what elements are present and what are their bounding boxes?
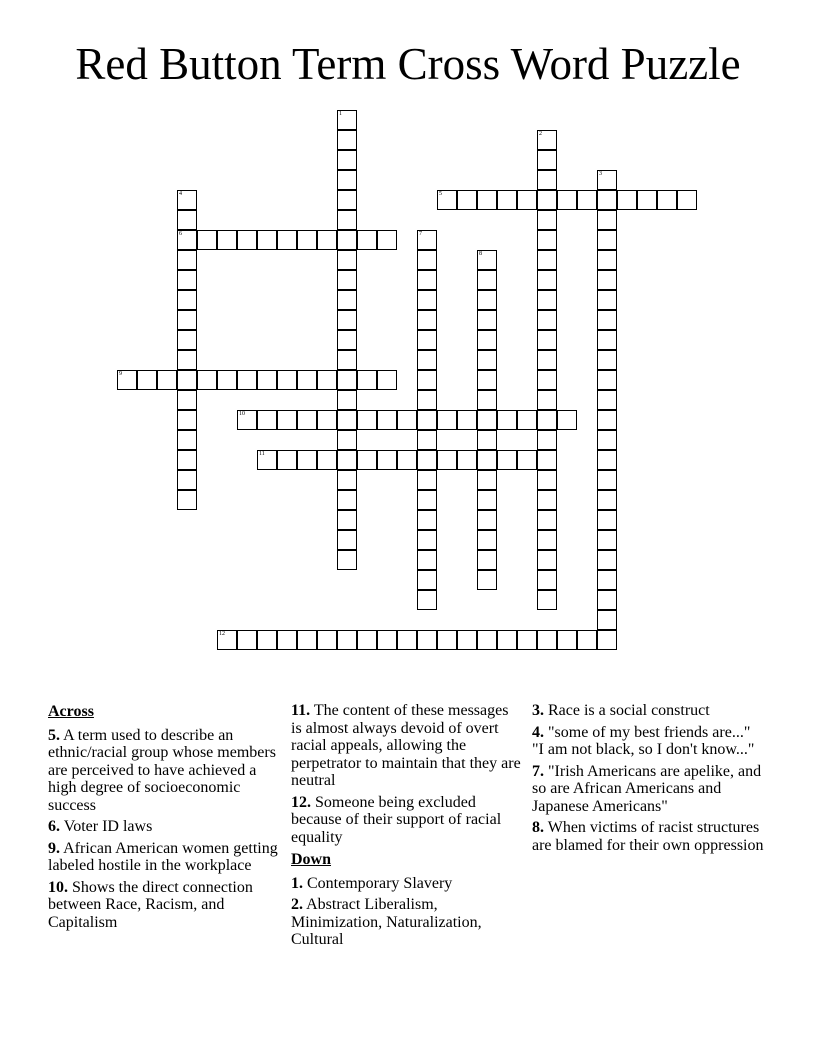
- grid-cell[interactable]: [417, 450, 437, 470]
- grid-cell[interactable]: [417, 250, 437, 270]
- clue-number: 5.: [48, 726, 60, 744]
- clues-column-3: [532, 702, 764, 858]
- cell-number: 5: [439, 191, 442, 197]
- grid-cell[interactable]: [377, 370, 397, 390]
- grid-cell[interactable]: [377, 410, 397, 430]
- grid-cell[interactable]: [597, 350, 617, 370]
- grid-cell[interactable]: [257, 630, 277, 650]
- grid-cell[interactable]: [337, 510, 357, 530]
- clues-column-2: [291, 702, 523, 953]
- grid-cell[interactable]: [277, 370, 297, 390]
- clue-text: Contemporary Slavery: [307, 874, 453, 892]
- clue-text: The content of these messages is almost always devoid of overt racial appeals, allowing the perpetrator to maintain that they are neutral: [291, 702, 521, 789]
- grid-cell[interactable]: [477, 370, 497, 390]
- grid-cell[interactable]: [537, 450, 557, 470]
- grid-cell[interactable]: [297, 230, 317, 250]
- grid-cell[interactable]: [357, 410, 377, 430]
- grid-cell[interactable]: [597, 630, 617, 650]
- across-clue-12: [291, 794, 523, 847]
- grid-cell[interactable]: [357, 630, 377, 650]
- across-clue-9: [48, 840, 280, 875]
- clue-text: Voter ID laws: [63, 818, 153, 835]
- grid-cell[interactable]: [337, 550, 357, 570]
- grid-cell[interactable]: [557, 410, 577, 430]
- grid-cell[interactable]: [457, 630, 477, 650]
- grid-cell[interactable]: [537, 190, 557, 210]
- grid-cell[interactable]: [537, 170, 557, 190]
- grid-cell[interactable]: [457, 190, 477, 210]
- grid-cell[interactable]: [257, 230, 277, 250]
- grid-cell[interactable]: [597, 450, 617, 470]
- cell-number: 7: [419, 231, 422, 237]
- grid-cell[interactable]: [597, 330, 617, 350]
- clue-text: When victims of racist structures are blamed for their own oppression: [532, 819, 764, 854]
- grid-cell[interactable]: [597, 390, 617, 410]
- grid-cell[interactable]: [377, 450, 397, 470]
- clue-text: "some of my best friends are..." "I am not black, so I don't know...": [532, 723, 755, 758]
- grid-cell[interactable]: [417, 550, 437, 570]
- down-clue-8: [532, 819, 764, 854]
- grid-cell[interactable]: [177, 490, 197, 510]
- grid-cell[interactable]: [597, 490, 617, 510]
- grid-cell[interactable]: [177, 290, 197, 310]
- grid-cell[interactable]: [417, 630, 437, 650]
- grid-cell[interactable]: [537, 310, 557, 330]
- grid-cell[interactable]: [417, 290, 437, 310]
- grid-cell[interactable]: [537, 370, 557, 390]
- cell-number: 2: [539, 131, 542, 137]
- grid-cell[interactable]: [317, 370, 337, 390]
- grid-cell[interactable]: [577, 630, 597, 650]
- grid-cell[interactable]: [657, 190, 677, 210]
- grid-cell[interactable]: [237, 630, 257, 650]
- grid-cell[interactable]: [537, 550, 557, 570]
- grid-cell[interactable]: [497, 450, 517, 470]
- grid-cell[interactable]: [537, 290, 557, 310]
- grid-cell[interactable]: [357, 450, 377, 470]
- grid-cell[interactable]: [177, 210, 197, 230]
- cell-number: 8: [479, 251, 482, 257]
- down-clue-2: [291, 896, 523, 949]
- across-clue-11: [291, 702, 523, 790]
- grid-cell[interactable]: [237, 230, 257, 250]
- clue-number: 11.: [291, 702, 311, 719]
- across-clue-10: [48, 879, 280, 932]
- grid-cell[interactable]: [597, 510, 617, 530]
- grid-cell[interactable]: [477, 570, 497, 590]
- grid-cell[interactable]: [237, 410, 257, 430]
- grid-cell[interactable]: [477, 630, 497, 650]
- grid-cell[interactable]: [477, 330, 497, 350]
- grid-cell[interactable]: [177, 470, 197, 490]
- grid-cell[interactable]: [417, 430, 437, 450]
- grid-cell[interactable]: [377, 230, 397, 250]
- grid-cell[interactable]: [497, 410, 517, 430]
- grid-cell[interactable]: [417, 590, 437, 610]
- grid-cell[interactable]: [477, 310, 497, 330]
- clue-number: 3.: [532, 702, 544, 719]
- grid-cell[interactable]: [417, 310, 437, 330]
- grid-cell[interactable]: [177, 370, 197, 390]
- grid-cell[interactable]: [597, 270, 617, 290]
- grid-cell[interactable]: [217, 630, 237, 650]
- grid-cell[interactable]: [477, 250, 497, 270]
- grid-cell[interactable]: [337, 410, 357, 430]
- grid-cell[interactable]: [337, 210, 357, 230]
- clue-number: 6.: [48, 818, 60, 835]
- grid-cell[interactable]: [597, 590, 617, 610]
- grid-cell[interactable]: [417, 490, 437, 510]
- grid-cell[interactable]: [537, 130, 557, 150]
- grid-cell[interactable]: [177, 390, 197, 410]
- grid-cell[interactable]: [337, 310, 357, 330]
- grid-cell[interactable]: [597, 530, 617, 550]
- grid-cell[interactable]: [377, 630, 397, 650]
- grid-cell[interactable]: [597, 250, 617, 270]
- grid-cell[interactable]: [437, 450, 457, 470]
- grid-cell[interactable]: [317, 630, 337, 650]
- grid-cell[interactable]: [337, 250, 357, 270]
- grid-cell[interactable]: [337, 450, 357, 470]
- grid-cell[interactable]: [517, 630, 537, 650]
- grid-cell[interactable]: [477, 430, 497, 450]
- grid-cell[interactable]: [477, 410, 497, 430]
- down-clue-3: [532, 702, 764, 720]
- grid-cell[interactable]: [517, 450, 537, 470]
- grid-cell[interactable]: [177, 450, 197, 470]
- clue-text: Someone being excluded because of their support of racial equality: [291, 793, 502, 846]
- grid-cell[interactable]: [477, 470, 497, 490]
- page-title: Red Button Term Cross Word Puzzle: [75, 39, 741, 89]
- grid-cell[interactable]: [597, 310, 617, 330]
- grid-cell[interactable]: [297, 410, 317, 430]
- grid-cell[interactable]: [437, 190, 457, 210]
- cell-number: 9: [119, 371, 122, 377]
- grid-cell[interactable]: [337, 110, 357, 130]
- grid-cell[interactable]: [337, 490, 357, 510]
- clue-number: 1.: [291, 874, 303, 892]
- grid-cell[interactable]: [417, 390, 437, 410]
- cell-number: 4: [179, 191, 182, 197]
- grid-cell[interactable]: [597, 370, 617, 390]
- grid-cell[interactable]: [417, 410, 437, 430]
- grid-cell[interactable]: [457, 450, 477, 470]
- grid-cell[interactable]: [637, 190, 657, 210]
- grid-cell[interactable]: [337, 130, 357, 150]
- grid-cell[interactable]: [417, 470, 437, 490]
- grid-cell[interactable]: [397, 630, 417, 650]
- grid-cell[interactable]: [477, 450, 497, 470]
- grid-cell[interactable]: [197, 230, 217, 250]
- grid-cell[interactable]: [477, 190, 497, 210]
- grid-cell[interactable]: [337, 350, 357, 370]
- grid-cell[interactable]: [417, 510, 437, 530]
- grid-cell[interactable]: [457, 410, 477, 430]
- cell-number: 3: [599, 171, 602, 177]
- grid-cell[interactable]: [597, 290, 617, 310]
- across-clue-6: [48, 818, 280, 836]
- clue-number: 12.: [291, 793, 311, 811]
- grid-cell[interactable]: [477, 490, 497, 510]
- grid-cell[interactable]: [557, 190, 577, 210]
- grid-cell[interactable]: [437, 410, 457, 430]
- grid-cell[interactable]: [537, 630, 557, 650]
- grid-cell[interactable]: [577, 190, 597, 210]
- grid-cell[interactable]: [537, 470, 557, 490]
- grid-cell[interactable]: [337, 470, 357, 490]
- grid-cell[interactable]: [177, 230, 197, 250]
- down-clue-1: [291, 875, 523, 893]
- grid-cell[interactable]: [417, 230, 437, 250]
- grid-cell[interactable]: [337, 630, 357, 650]
- grid-cell[interactable]: [417, 530, 437, 550]
- clue-number: 7.: [532, 762, 544, 780]
- grid-cell[interactable]: [537, 390, 557, 410]
- grid-cell[interactable]: [597, 190, 617, 210]
- grid-cell[interactable]: [477, 290, 497, 310]
- clue-number: 8.: [532, 819, 544, 836]
- across-heading: Across: [48, 703, 94, 720]
- down-clue-4: [532, 724, 764, 759]
- grid-cell[interactable]: [537, 490, 557, 510]
- clue-text: A term used to describe an ethnic/racial group whose members are perceived to have achieved a high degree of socioeconomic success: [48, 726, 276, 814]
- grid-cell[interactable]: [537, 570, 557, 590]
- grid-cell[interactable]: [417, 570, 437, 590]
- grid-cell[interactable]: [197, 370, 217, 390]
- grid-cell[interactable]: [537, 250, 557, 270]
- grid-cell[interactable]: [157, 370, 177, 390]
- clue-number: 9.: [48, 839, 60, 857]
- grid-cell[interactable]: [177, 330, 197, 350]
- grid-cell[interactable]: [337, 270, 357, 290]
- grid-cell[interactable]: [537, 430, 557, 450]
- grid-cell[interactable]: [297, 370, 317, 390]
- grid-cell[interactable]: [477, 550, 497, 570]
- grid-cell[interactable]: [337, 150, 357, 170]
- grid-cell[interactable]: [257, 370, 277, 390]
- grid-cell[interactable]: [617, 190, 637, 210]
- grid-cell[interactable]: [537, 590, 557, 610]
- grid-cell[interactable]: [337, 230, 357, 250]
- grid-cell[interactable]: [277, 410, 297, 430]
- grid-cell[interactable]: [337, 190, 357, 210]
- grid-cell[interactable]: [537, 230, 557, 250]
- grid-cell[interactable]: [537, 350, 557, 370]
- grid-cell[interactable]: [337, 290, 357, 310]
- grid-cell[interactable]: [237, 370, 257, 390]
- grid-cell[interactable]: [677, 190, 697, 210]
- grid-cell[interactable]: [357, 230, 377, 250]
- grid-cell[interactable]: [297, 630, 317, 650]
- grid-cell[interactable]: [177, 350, 197, 370]
- cell-number: 1: [339, 111, 342, 117]
- grid-cell[interactable]: [417, 370, 437, 390]
- grid-cell[interactable]: [117, 370, 137, 390]
- grid-cell[interactable]: [517, 190, 537, 210]
- grid-cell[interactable]: [317, 410, 337, 430]
- grid-cell[interactable]: [537, 210, 557, 230]
- grid-cell[interactable]: [177, 190, 197, 210]
- grid-cell[interactable]: [537, 530, 557, 550]
- cell-number: 6: [179, 231, 182, 237]
- clue-text: Shows the direct connection between Race, Racism, and Capitalism: [48, 878, 253, 931]
- grid-cell[interactable]: [597, 170, 617, 190]
- grid-cell[interactable]: [537, 410, 557, 430]
- down-clue-7: [532, 763, 764, 816]
- grid-cell[interactable]: [477, 270, 497, 290]
- grid-cell[interactable]: [337, 170, 357, 190]
- grid-cell[interactable]: [597, 410, 617, 430]
- grid-cell[interactable]: [477, 510, 497, 530]
- grid-cell[interactable]: [417, 350, 437, 370]
- grid-cell[interactable]: [337, 390, 357, 410]
- grid-cell[interactable]: [337, 530, 357, 550]
- grid-cell[interactable]: [517, 410, 537, 430]
- clue-number: 4.: [532, 723, 544, 741]
- grid-cell[interactable]: [217, 230, 237, 250]
- grid-cell[interactable]: [477, 530, 497, 550]
- grid-cell[interactable]: [537, 510, 557, 530]
- grid-cell[interactable]: [597, 210, 617, 230]
- clues-column-1: [48, 702, 280, 935]
- grid-cell[interactable]: [477, 390, 497, 410]
- cell-number: 12: [219, 631, 225, 637]
- grid-cell[interactable]: [177, 270, 197, 290]
- grid-cell[interactable]: [277, 230, 297, 250]
- grid-cell[interactable]: [417, 330, 437, 350]
- grid-cell[interactable]: [317, 450, 337, 470]
- grid-cell[interactable]: [597, 470, 617, 490]
- grid-cell[interactable]: [497, 190, 517, 210]
- clue-text: "Irish Americans are apelike, and so are African Americans and Japanese Americans": [532, 762, 762, 815]
- cell-number: 10: [239, 411, 245, 417]
- grid-cell[interactable]: [597, 550, 617, 570]
- grid-cell[interactable]: [177, 250, 197, 270]
- grid-cell[interactable]: [357, 370, 377, 390]
- grid-cell[interactable]: [477, 350, 497, 370]
- grid-cell[interactable]: [537, 150, 557, 170]
- grid-cell[interactable]: [277, 450, 297, 470]
- grid-cell[interactable]: [597, 230, 617, 250]
- grid-cell[interactable]: [337, 330, 357, 350]
- grid-cell[interactable]: [537, 270, 557, 290]
- across-clue-5: [48, 727, 280, 815]
- grid-cell[interactable]: [277, 630, 297, 650]
- clue-number: 2.: [291, 896, 303, 913]
- grid-cell[interactable]: [177, 410, 197, 430]
- grid-cell[interactable]: [597, 610, 617, 630]
- grid-cell[interactable]: [297, 450, 317, 470]
- grid-cell[interactable]: [137, 370, 157, 390]
- grid-cell[interactable]: [437, 630, 457, 650]
- down-heading: Down: [291, 851, 332, 868]
- grid-cell[interactable]: [397, 450, 417, 470]
- cell-number: 11: [259, 451, 265, 457]
- grid-cell[interactable]: [397, 410, 417, 430]
- grid-cell[interactable]: [317, 230, 337, 250]
- grid-cell[interactable]: [597, 570, 617, 590]
- clue-number: 10.: [48, 878, 68, 896]
- grid-cell[interactable]: [537, 330, 557, 350]
- grid-cell[interactable]: [337, 430, 357, 450]
- grid-cell[interactable]: [177, 310, 197, 330]
- grid-cell[interactable]: [257, 410, 277, 430]
- clue-text: Abstract Liberalism, Minimization, Naturalization, Cultural: [291, 896, 482, 948]
- grid-cell[interactable]: [257, 450, 277, 470]
- grid-cell[interactable]: [337, 370, 357, 390]
- clue-text: Race is a social construct: [548, 702, 710, 719]
- grid-cell[interactable]: [497, 630, 517, 650]
- grid-cell[interactable]: [177, 430, 197, 450]
- grid-cell[interactable]: [597, 430, 617, 450]
- grid-cell[interactable]: [417, 270, 437, 290]
- grid-cell[interactable]: [557, 630, 577, 650]
- grid-cell[interactable]: [217, 370, 237, 390]
- clue-text: African American women getting labeled hostile in the workplace: [48, 839, 278, 874]
